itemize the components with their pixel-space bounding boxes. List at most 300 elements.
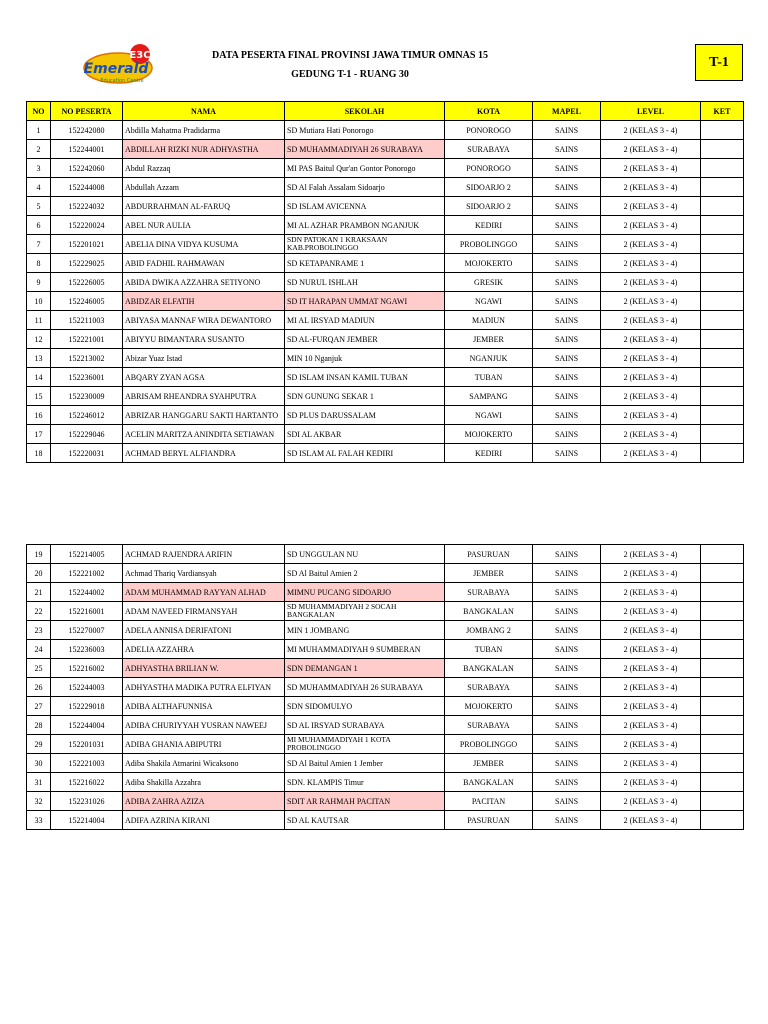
participant-id: 152220024 (51, 216, 123, 235)
document-title: DATA PESERTA FINAL PROVINSI JAWA TIMUR OMNAS 15 (212, 50, 488, 61)
emerald-education-centre-logo (82, 42, 160, 86)
table-row (27, 178, 744, 197)
note (701, 697, 744, 716)
table-row (27, 811, 744, 830)
city: PONOROGO (445, 159, 533, 178)
note (701, 564, 744, 583)
participant-id: 152201021 (51, 235, 123, 254)
city: JOMBANG 2 (445, 621, 533, 640)
participant-id: 152201031 (51, 735, 123, 754)
city: PROBOLINGGO (445, 735, 533, 754)
note (701, 159, 744, 178)
participant-name: ABDURRAHMAN AL-FARUQ (123, 197, 285, 216)
table-row (27, 273, 744, 292)
note (701, 216, 744, 235)
participant-name: ABIDA DWIKA AZZAHRA SETIYONO (123, 273, 285, 292)
school-name: SD Mutiara Hati Ponorogo (285, 121, 445, 140)
participant-name: ADAM NAVEED FIRMANSYAH (123, 602, 285, 621)
subject: SAINS (533, 621, 601, 640)
level: 2 (KELAS 3 - 4) (601, 659, 701, 678)
school-name: MI MUHAMMADIYAH 1 KOTA PROBOLINGGO (285, 735, 445, 754)
note (701, 368, 744, 387)
room-code-badge: T-1 (695, 44, 743, 81)
subject: SAINS (533, 716, 601, 735)
subject: SAINS (533, 216, 601, 235)
row-number: 33 (27, 811, 51, 830)
row-number: 15 (27, 387, 51, 406)
note (701, 425, 744, 444)
school-name: SDIT AR RAHMAH PACITAN (285, 792, 445, 811)
city: NGAWI (445, 292, 533, 311)
level: 2 (KELAS 3 - 4) (601, 697, 701, 716)
table-row (27, 583, 744, 602)
school-name: SD NURUL ISHLAH (285, 273, 445, 292)
table-row (27, 564, 744, 583)
table-row (27, 311, 744, 330)
level: 2 (KELAS 3 - 4) (601, 330, 701, 349)
row-number: 30 (27, 754, 51, 773)
city: GRESIK (445, 273, 533, 292)
participant-id: 152214004 (51, 811, 123, 830)
note (701, 292, 744, 311)
table-row (27, 444, 744, 463)
participant-name: ADIBA ZAHRA AZIZA (123, 792, 285, 811)
level: 2 (KELAS 3 - 4) (601, 754, 701, 773)
participant-name: ABQARY ZYAN AGSA (123, 368, 285, 387)
row-number: 14 (27, 368, 51, 387)
participant-name: ABIDZAR ELFATIH (123, 292, 285, 311)
level: 2 (KELAS 3 - 4) (601, 140, 701, 159)
note (701, 178, 744, 197)
row-number: 23 (27, 621, 51, 640)
city: BANGKALAN (445, 602, 533, 621)
school-name: SD AL KAUTSAR (285, 811, 445, 830)
participant-id: 152229025 (51, 254, 123, 273)
participant-id: 152216001 (51, 602, 123, 621)
table-row (27, 121, 744, 140)
column-header-ket: KET (701, 102, 744, 121)
school-name: SD Al Baitul Amien 2 (285, 564, 445, 583)
level: 2 (KELAS 3 - 4) (601, 178, 701, 197)
level: 2 (KELAS 3 - 4) (601, 564, 701, 583)
school-name: MI PAS Baitul Qur'an Gontor Ponorogo (285, 159, 445, 178)
participant-id: 152236003 (51, 640, 123, 659)
note (701, 716, 744, 735)
participant-name: ADIBA ALTHAFUNNISA (123, 697, 285, 716)
row-number: 26 (27, 678, 51, 697)
level: 2 (KELAS 3 - 4) (601, 735, 701, 754)
participant-id: 152213002 (51, 349, 123, 368)
column-header-no: NO (27, 102, 51, 121)
subject: SAINS (533, 425, 601, 444)
row-number: 25 (27, 659, 51, 678)
participant-id: 152214005 (51, 545, 123, 564)
school-name: MIMNU PUCANG SIDOARJO (285, 583, 445, 602)
participant-id: 152216002 (51, 659, 123, 678)
table-row (27, 216, 744, 235)
participant-name: ABELIA DINA VIDYA KUSUMA (123, 235, 285, 254)
participant-id: 152244008 (51, 178, 123, 197)
subject: SAINS (533, 330, 601, 349)
level: 2 (KELAS 3 - 4) (601, 254, 701, 273)
table-row (27, 773, 744, 792)
participant-id: 152224032 (51, 197, 123, 216)
row-number: 4 (27, 178, 51, 197)
city: SURABAYA (445, 716, 533, 735)
participant-name: ABRISAM RHEANDRA SYAHPUTRA (123, 387, 285, 406)
table-row (27, 406, 744, 425)
subject: SAINS (533, 197, 601, 216)
subject: SAINS (533, 792, 601, 811)
participant-name: ACELIN MARITZA ANINDITA SETIAWAN (123, 425, 285, 444)
level: 2 (KELAS 3 - 4) (601, 621, 701, 640)
level: 2 (KELAS 3 - 4) (601, 811, 701, 830)
table-row (27, 330, 744, 349)
participant-name: Abdul Razzaq (123, 159, 285, 178)
school-name: MI AL AZHAR PRAMBON NGANJUK (285, 216, 445, 235)
city: PACITAN (445, 792, 533, 811)
participant-name: ADHYASTHA BRILIAN W. (123, 659, 285, 678)
note (701, 640, 744, 659)
city: MADIUN (445, 311, 533, 330)
participant-id: 152244004 (51, 716, 123, 735)
participant-name: ADELA ANNISA DERIFATONI (123, 621, 285, 640)
note (701, 349, 744, 368)
participant-name: ACHMAD RAJENDRA ARIFIN (123, 545, 285, 564)
city: PASURUAN (445, 545, 533, 564)
column-header-level: LEVEL (601, 102, 701, 121)
subject: SAINS (533, 368, 601, 387)
participant-name: Abizar Yuaz Istad (123, 349, 285, 368)
subject: SAINS (533, 406, 601, 425)
note (701, 659, 744, 678)
school-name: MIN 1 JOMBANG (285, 621, 445, 640)
note (701, 235, 744, 254)
note (701, 406, 744, 425)
table-row (27, 545, 744, 564)
table-row (27, 292, 744, 311)
document-subtitle: GEDUNG T-1 - RUANG 30 (291, 69, 409, 80)
participant-id: 152236001 (51, 368, 123, 387)
participant-id: 152244002 (51, 583, 123, 602)
subject: SAINS (533, 735, 601, 754)
table-row (27, 697, 744, 716)
level: 2 (KELAS 3 - 4) (601, 387, 701, 406)
row-number: 19 (27, 545, 51, 564)
row-number: 31 (27, 773, 51, 792)
table-row (27, 621, 744, 640)
row-number: 29 (27, 735, 51, 754)
table-row (27, 425, 744, 444)
note (701, 140, 744, 159)
participant-name: Achmad Thariq Vardiansyah (123, 564, 285, 583)
row-number: 5 (27, 197, 51, 216)
participant-name: ABEL NUR AULIA (123, 216, 285, 235)
participant-id: 152221001 (51, 330, 123, 349)
city: SURABAYA (445, 140, 533, 159)
level: 2 (KELAS 3 - 4) (601, 216, 701, 235)
participant-name: Adiba Shakilla Azzahra (123, 773, 285, 792)
row-number: 16 (27, 406, 51, 425)
level: 2 (KELAS 3 - 4) (601, 678, 701, 697)
note (701, 678, 744, 697)
table-row (27, 349, 744, 368)
participant-id: 152216022 (51, 773, 123, 792)
participant-name: ACHMAD BERYL ALFIANDRA (123, 444, 285, 463)
subject: SAINS (533, 659, 601, 678)
note (701, 254, 744, 273)
participant-id: 152231026 (51, 792, 123, 811)
level: 2 (KELAS 3 - 4) (601, 368, 701, 387)
row-number: 24 (27, 640, 51, 659)
table-row (27, 140, 744, 159)
row-number: 1 (27, 121, 51, 140)
row-number: 22 (27, 602, 51, 621)
table-row (27, 387, 744, 406)
city: JEMBER (445, 330, 533, 349)
subject: SAINS (533, 292, 601, 311)
svg-text:Education Centre: Education Centre (100, 78, 144, 84)
school-name: SD UNGGULAN NU (285, 545, 445, 564)
row-number: 28 (27, 716, 51, 735)
level: 2 (KELAS 3 - 4) (601, 640, 701, 659)
row-number: 6 (27, 216, 51, 235)
participant-name: ADHYASTHA MADIKA PUTRA ELFIYAN (123, 678, 285, 697)
subject: SAINS (533, 444, 601, 463)
row-number: 27 (27, 697, 51, 716)
school-name: SD ISLAM INSAN KAMIL TUBAN (285, 368, 445, 387)
note (701, 811, 744, 830)
note (701, 273, 744, 292)
level: 2 (KELAS 3 - 4) (601, 197, 701, 216)
row-number: 9 (27, 273, 51, 292)
participant-id: 152220031 (51, 444, 123, 463)
school-name: SDN. KLAMPIS Timur (285, 773, 445, 792)
city: MOJOKERTO (445, 254, 533, 273)
row-number: 12 (27, 330, 51, 349)
table-row (27, 754, 744, 773)
school-name: SD ISLAM AL FALAH KEDIRI (285, 444, 445, 463)
participant-name: ADIBA CHURIYYAH YUSRAN NAWEEJ (123, 716, 285, 735)
participant-name: Abdullah Azzam (123, 178, 285, 197)
subject: SAINS (533, 311, 601, 330)
row-number: 7 (27, 235, 51, 254)
row-number: 13 (27, 349, 51, 368)
participant-id: 152221003 (51, 754, 123, 773)
participant-id: 152270007 (51, 621, 123, 640)
school-name: MIN 10 Nganjuk (285, 349, 445, 368)
city: JEMBER (445, 564, 533, 583)
level: 2 (KELAS 3 - 4) (601, 773, 701, 792)
school-name: SD Al Baitul Amien 1 Jember (285, 754, 445, 773)
note (701, 444, 744, 463)
note (701, 311, 744, 330)
participant-id: 152242080 (51, 121, 123, 140)
note (701, 387, 744, 406)
city: SIDOARJO 2 (445, 178, 533, 197)
note (701, 773, 744, 792)
level: 2 (KELAS 3 - 4) (601, 602, 701, 621)
participant-name: Adiba Shakila Atmarini Wicaksono (123, 754, 285, 773)
subject: SAINS (533, 754, 601, 773)
participant-name: Abdilla Mahatma Pradidarma (123, 121, 285, 140)
participant-id: 152226005 (51, 273, 123, 292)
subject: SAINS (533, 697, 601, 716)
participants-table-1 (26, 101, 744, 463)
participant-name: ADIBA GHANIA ABIPUTRI (123, 735, 285, 754)
level: 2 (KELAS 3 - 4) (601, 406, 701, 425)
city: TUBAN (445, 640, 533, 659)
city: SAMPANG (445, 387, 533, 406)
school-name: SD AL-FURQAN JEMBER (285, 330, 445, 349)
note (701, 621, 744, 640)
table-row (27, 254, 744, 273)
city: MOJOKERTO (445, 697, 533, 716)
school-name: SDN GUNUNG SEKAR 1 (285, 387, 445, 406)
city: BANGKALAN (445, 773, 533, 792)
subject: SAINS (533, 121, 601, 140)
school-name: SD MUHAMMADIYAH 2 SOCAH BANGKALAN (285, 602, 445, 621)
city: PROBOLINGGO (445, 235, 533, 254)
school-name: SDI AL AKBAR (285, 425, 445, 444)
participant-id: 152211003 (51, 311, 123, 330)
table-row (27, 159, 744, 178)
participant-id: 152244003 (51, 678, 123, 697)
level: 2 (KELAS 3 - 4) (601, 273, 701, 292)
participant-id: 152244001 (51, 140, 123, 159)
level: 2 (KELAS 3 - 4) (601, 292, 701, 311)
row-number: 3 (27, 159, 51, 178)
city: SURABAYA (445, 583, 533, 602)
city: NGAWI (445, 406, 533, 425)
city: SURABAYA (445, 678, 533, 697)
participants-table-2 (26, 544, 744, 830)
school-name: MI AL IRSYAD MADIUN (285, 311, 445, 330)
row-number: 10 (27, 292, 51, 311)
subject: SAINS (533, 773, 601, 792)
city: KEDIRI (445, 216, 533, 235)
city: KEDIRI (445, 444, 533, 463)
table-row (27, 640, 744, 659)
level: 2 (KELAS 3 - 4) (601, 159, 701, 178)
participant-id: 152221002 (51, 564, 123, 583)
subject: SAINS (533, 140, 601, 159)
column-header-nama: NAMA (123, 102, 285, 121)
level: 2 (KELAS 3 - 4) (601, 121, 701, 140)
school-name: SD MUHAMMADIYAH 26 SURABAYA (285, 678, 445, 697)
table-row (27, 602, 744, 621)
subject: SAINS (533, 254, 601, 273)
participant-name: ABIYYU BIMANTARA SUSANTO (123, 330, 285, 349)
subject: SAINS (533, 583, 601, 602)
column-header-no-peserta: NO PESERTA (51, 102, 123, 121)
note (701, 121, 744, 140)
school-name: SD IT HARAPAN UMMAT NGAWI (285, 292, 445, 311)
level: 2 (KELAS 3 - 4) (601, 311, 701, 330)
subject: SAINS (533, 273, 601, 292)
level: 2 (KELAS 3 - 4) (601, 545, 701, 564)
participant-id: 152229018 (51, 697, 123, 716)
column-header-sekolah: SEKOLAH (285, 102, 445, 121)
city: JEMBER (445, 754, 533, 773)
subject: SAINS (533, 349, 601, 368)
note (701, 754, 744, 773)
subject: SAINS (533, 678, 601, 697)
note (701, 602, 744, 621)
level: 2 (KELAS 3 - 4) (601, 235, 701, 254)
school-name: SDN PATOKAN 1 KRAKSAAN KAB.PROBOLINGGO (285, 235, 445, 254)
participant-id: 152230009 (51, 387, 123, 406)
subject: SAINS (533, 564, 601, 583)
subject: SAINS (533, 640, 601, 659)
city: MOJOKERTO (445, 425, 533, 444)
participant-name: ABIYASA MANNAF WIRA DEWANTORO (123, 311, 285, 330)
row-number: 21 (27, 583, 51, 602)
subject: SAINS (533, 159, 601, 178)
school-name: SD AL IRSYAD SURABAYA (285, 716, 445, 735)
note (701, 583, 744, 602)
school-name: SD Al Falah Assalam Sidoarjo (285, 178, 445, 197)
school-name: SDN SIDOMULYO (285, 697, 445, 716)
svg-text:E3C: E3C (129, 50, 151, 61)
subject: SAINS (533, 387, 601, 406)
participant-name: ADIFA AZRINA KIRANI (123, 811, 285, 830)
table-row (27, 659, 744, 678)
city: SIDOARJO 2 (445, 197, 533, 216)
row-number: 17 (27, 425, 51, 444)
note (701, 330, 744, 349)
level: 2 (KELAS 3 - 4) (601, 716, 701, 735)
row-number: 11 (27, 311, 51, 330)
table-header-row (27, 102, 744, 121)
column-header-mapel: MAPEL (533, 102, 601, 121)
row-number: 8 (27, 254, 51, 273)
level: 2 (KELAS 3 - 4) (601, 583, 701, 602)
table-row (27, 235, 744, 254)
level: 2 (KELAS 3 - 4) (601, 349, 701, 368)
participant-id: 152246012 (51, 406, 123, 425)
participant-name: ABID FADHIL RAHMAWAN (123, 254, 285, 273)
column-header-kota: KOTA (445, 102, 533, 121)
level: 2 (KELAS 3 - 4) (601, 444, 701, 463)
table-row (27, 368, 744, 387)
note (701, 197, 744, 216)
note (701, 545, 744, 564)
participant-id: 152242060 (51, 159, 123, 178)
school-name: SD KETAPANRAME 1 (285, 254, 445, 273)
school-name: MI MUHAMMADIYAH 9 SUMBERAN (285, 640, 445, 659)
table-row (27, 792, 744, 811)
subject: SAINS (533, 235, 601, 254)
row-number: 18 (27, 444, 51, 463)
subject: SAINS (533, 602, 601, 621)
participant-id: 152246005 (51, 292, 123, 311)
city: PONOROGO (445, 121, 533, 140)
school-name: SD PLUS DARUSSALAM (285, 406, 445, 425)
level: 2 (KELAS 3 - 4) (601, 425, 701, 444)
note (701, 792, 744, 811)
school-name: SD MUHAMMADIYAH 26 SURABAYA (285, 140, 445, 159)
subject: SAINS (533, 178, 601, 197)
school-name: SDN DEMANGAN 1 (285, 659, 445, 678)
row-number: 32 (27, 792, 51, 811)
participant-name: ADAM MUHAMMAD RAYYAN ALHAD (123, 583, 285, 602)
row-number: 20 (27, 564, 51, 583)
subject: SAINS (533, 811, 601, 830)
table-row (27, 735, 744, 754)
note (701, 735, 744, 754)
participant-name: ABRIZAR HANGGARU SAKTI HARTANTO (123, 406, 285, 425)
